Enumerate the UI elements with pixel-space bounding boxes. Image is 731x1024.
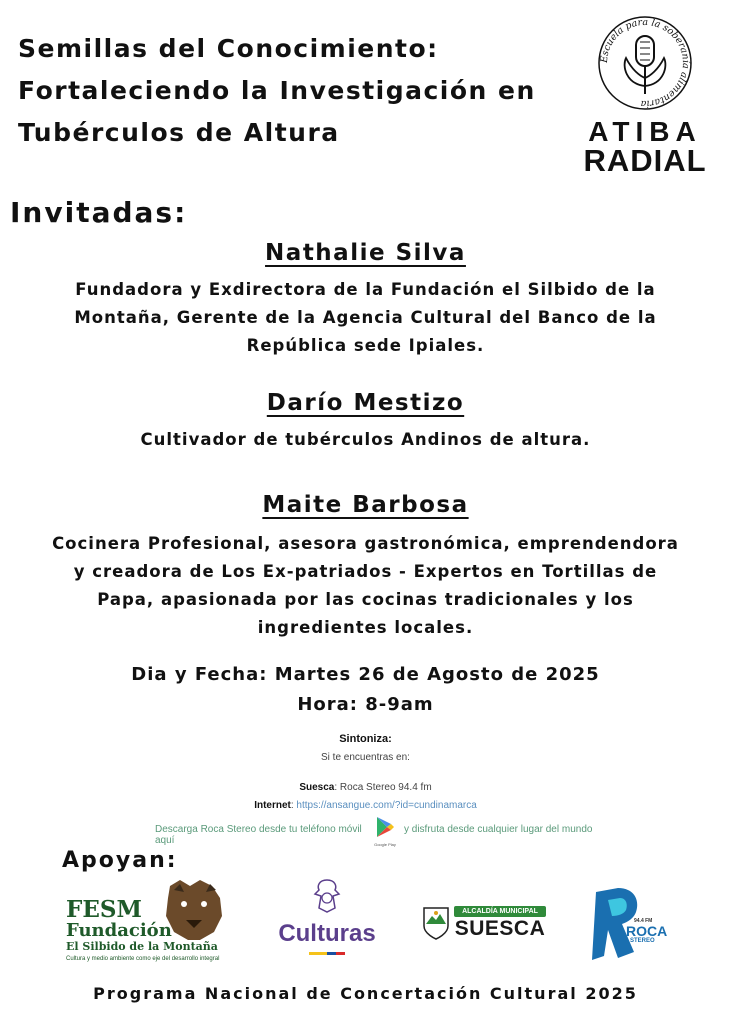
guest-desc-line: Fundadora y Exdirectora de la Fundación el Silbido de la bbox=[75, 280, 656, 299]
apoyan-heading: Apoyan: bbox=[62, 848, 178, 873]
culturas-word: Culturas bbox=[278, 920, 376, 947]
guest-name-text: Maite Barbosa bbox=[262, 492, 469, 518]
colombia-flag-stripe bbox=[309, 952, 345, 955]
suesca-logo bbox=[422, 904, 548, 944]
guest-desc-line: Montaña, Gerente de la Agencia Cultural del Banco de la bbox=[74, 308, 657, 327]
footer-program: Programa Nacional de Concertación Cultural 2025 bbox=[93, 984, 638, 1003]
internet-sep: : bbox=[290, 800, 297, 811]
page-title bbox=[18, 28, 578, 154]
guest-desc-line: Cocinera Profesional, asesora gastronómica, emprendendora bbox=[52, 534, 679, 553]
tune-sub: Si te encuentras en: bbox=[321, 752, 410, 763]
google-play-icon bbox=[375, 816, 395, 838]
suesca-banner: ALCALDÍA MUNICIPAL bbox=[454, 906, 546, 917]
title-line-3: Tubérculos de Altura bbox=[18, 118, 340, 147]
guest-name-text: Nathalie Silva bbox=[265, 240, 466, 266]
title-line-1: Semillas del Conocimiento: bbox=[18, 34, 439, 63]
suesca-value: : Roca Stereo 94.4 fm bbox=[334, 782, 432, 793]
guest-desc-nathalie bbox=[10, 276, 721, 360]
internet-label: Internet bbox=[254, 800, 291, 811]
atiba-word: ATIBA bbox=[588, 116, 702, 147]
title-line-2: Fortaleciendo la Investigación en bbox=[18, 76, 536, 105]
culturas-logo bbox=[272, 876, 382, 960]
google-play-label: Google Play bbox=[374, 842, 396, 847]
guest-desc-line: ingredientes locales. bbox=[257, 618, 474, 637]
guest-name-dario bbox=[0, 390, 731, 416]
invitadas-heading: Invitadas: bbox=[10, 196, 188, 229]
roca-freq: 94.4 FM bbox=[634, 918, 653, 924]
tune-suesca bbox=[0, 782, 731, 793]
fesm-line1: Fundación bbox=[66, 920, 172, 941]
event-date: Dia y Fecha: Martes 26 de Agosto de 2025 bbox=[131, 664, 600, 685]
fesm-tagline: Cultura y medio ambiente como eje del desarrollo integral bbox=[66, 956, 220, 962]
guest-desc-line: Cultivador de tubérculos Andinos de altura. bbox=[140, 430, 591, 449]
suesca-shield-icon bbox=[422, 906, 450, 940]
download-left-text: Descarga Roca Stereo desde tu teléfono móvil aquí bbox=[155, 824, 362, 846]
guest-desc-line: Papa, apasionada por las cocinas tradicionales y los bbox=[97, 590, 634, 609]
tune-internet bbox=[0, 800, 731, 811]
tune-heading: Sintoniza: bbox=[339, 733, 392, 745]
atiba-circle-text: Escuela para la soberanía alimentaria bbox=[598, 16, 692, 110]
roca-sub: STEREO bbox=[630, 938, 655, 944]
guest-name-maite bbox=[0, 492, 731, 518]
fesm-abbr: FESM bbox=[66, 896, 142, 923]
fesm-logo bbox=[60, 876, 240, 966]
download-right-text: y disfruta desde cualquier lugar del mundo bbox=[404, 824, 593, 835]
microphone-corn-icon bbox=[596, 14, 694, 112]
guest-name-text: Darío Mestizo bbox=[266, 390, 465, 416]
roca-stereo-logo bbox=[588, 886, 668, 962]
coat-of-arms-icon bbox=[307, 876, 347, 916]
event-time: Hora: 8-9am bbox=[297, 694, 434, 715]
download-row bbox=[0, 816, 731, 848]
guest-desc-dario bbox=[10, 426, 721, 454]
guest-name-nathalie bbox=[0, 240, 731, 266]
atiba-radial-logo bbox=[570, 14, 720, 178]
guest-desc-line: y creadora de Los Ex-patriados - Expertos en Tortillas de bbox=[73, 562, 658, 581]
guest-desc-line: República sede Ipiales. bbox=[246, 336, 485, 355]
internet-link[interactable]: https://ansangue.com/?id=cundinamarca bbox=[296, 800, 477, 811]
suesca-label: Suesca bbox=[299, 782, 335, 793]
radial-word: RADIAL bbox=[583, 143, 707, 178]
fesm-line2: El Silbido de la Montaña bbox=[66, 940, 218, 953]
roca-word: ROCA bbox=[626, 923, 668, 939]
suesca-name: SUESCA bbox=[454, 917, 546, 940]
google-play-button[interactable] bbox=[372, 816, 398, 847]
guest-desc-maite bbox=[10, 530, 721, 642]
